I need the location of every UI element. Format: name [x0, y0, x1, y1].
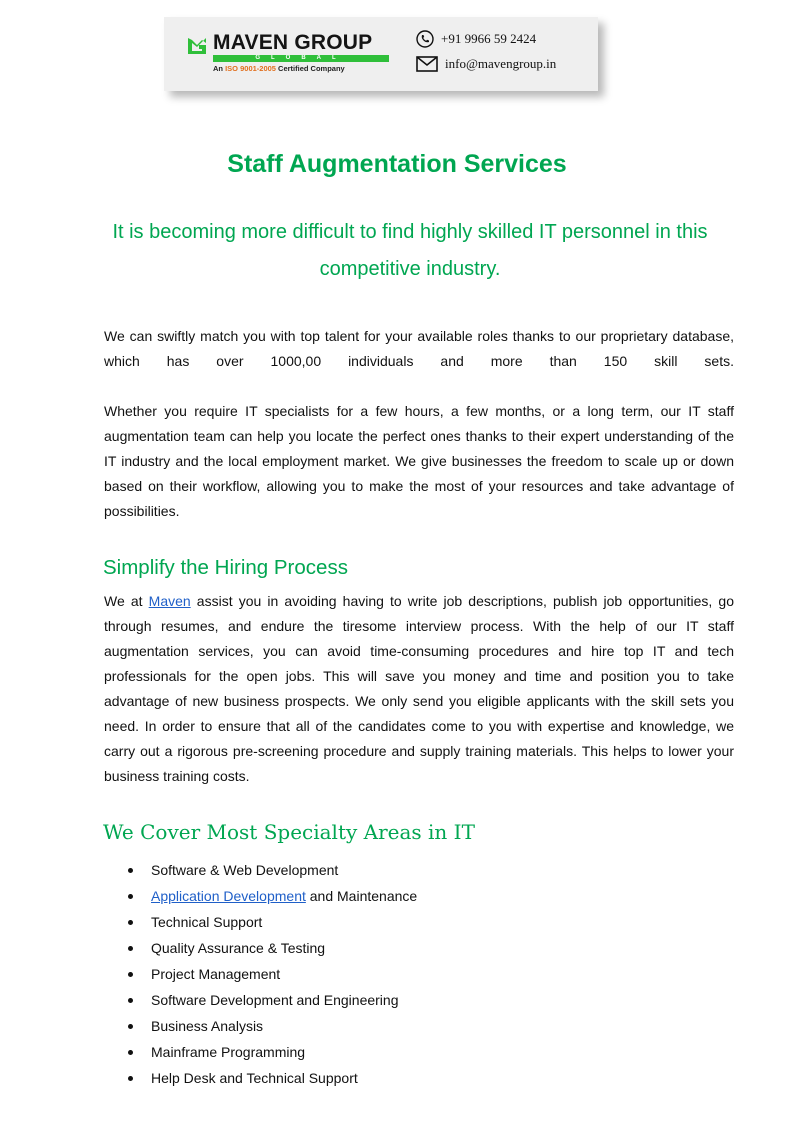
list-item: Project Management	[128, 961, 417, 987]
maven-logo-icon	[186, 34, 208, 58]
header-banner	[164, 17, 598, 91]
list-item: Application Development and Maintenance	[128, 883, 417, 909]
areas-heading: We Cover Most Specialty Areas in IT	[103, 820, 475, 844]
phone-icon	[416, 30, 434, 48]
list-item: Help Desk and Technical Support	[128, 1065, 417, 1091]
hiring-heading: Simplify the Hiring Process	[103, 556, 348, 579]
email-row	[416, 54, 556, 74]
intro-paragraph-2: Whether you require IT specialists for a few hours, a few months, or a long term, our IT staff augmentation team can help you locate the perfect ones thanks to their expert understanding of the IT industry and the local employment market. We give businesses the freedom to scale up or down based on their workflow, allowing you to make the most of your resources and take advantage of possibilities.	[104, 403, 734, 519]
list-item: Technical Support	[128, 909, 417, 935]
contact-info	[416, 29, 556, 79]
email-address[interactable]: info@mavengroup.in	[445, 56, 557, 71]
logo-subtitle: GLOBAL	[213, 55, 389, 62]
hiring-paragraph: We at Maven assist you in avoiding having to write job descriptions, publish job opportunities, go through resumes, and endure the tiresome interview process. With the help of our IT staff augmentation services, you can avoid time-consuming procedures and hire top IT and tech professionals for the open jobs. This will save you money and time and position you to take advantage of new business prospects. We only send you eligible applicants with the skill sets you need. In order to ensure that all of the candidates come to you with expertise and knowledge, we carry out a rigorous pre-screening procedure and supply training materials. This helps to lower your business training costs.	[104, 593, 734, 784]
logo-name: MAVEN GROUP	[213, 31, 373, 54]
phone-row	[416, 29, 556, 49]
page-subtitle: It is becoming more difficult to find highly skilled IT personnel in this competitive industry.	[112, 221, 708, 280]
intro-paragraph-1: We can swiftly match you with top talent for your available roles thanks to our proprietary database, which has over 1000,00 individuals and more than 150 skill sets.	[104, 328, 734, 369]
phone-number[interactable]: +91 9966 59 2424	[441, 31, 537, 46]
list-item: Software Development and Engineering	[128, 987, 417, 1013]
mail-icon	[416, 56, 438, 72]
iso-label: ISO 9001-2005	[225, 64, 276, 73]
list-item: Quality Assurance & Testing	[128, 935, 417, 961]
page-title: Staff Augmentation Services	[227, 150, 567, 178]
list-item: Mainframe Programming	[128, 1039, 417, 1065]
specialty-areas-list	[128, 857, 417, 1091]
company-logo	[186, 31, 396, 79]
list-item: Business Analysis	[128, 1013, 417, 1039]
application-development-link[interactable]: Application Development	[151, 888, 306, 904]
list-item: Software & Web Development	[128, 857, 417, 883]
logo-tagline: An ISO 9001-2005 Certified Company	[213, 64, 345, 73]
maven-link[interactable]: Maven	[148, 593, 191, 609]
